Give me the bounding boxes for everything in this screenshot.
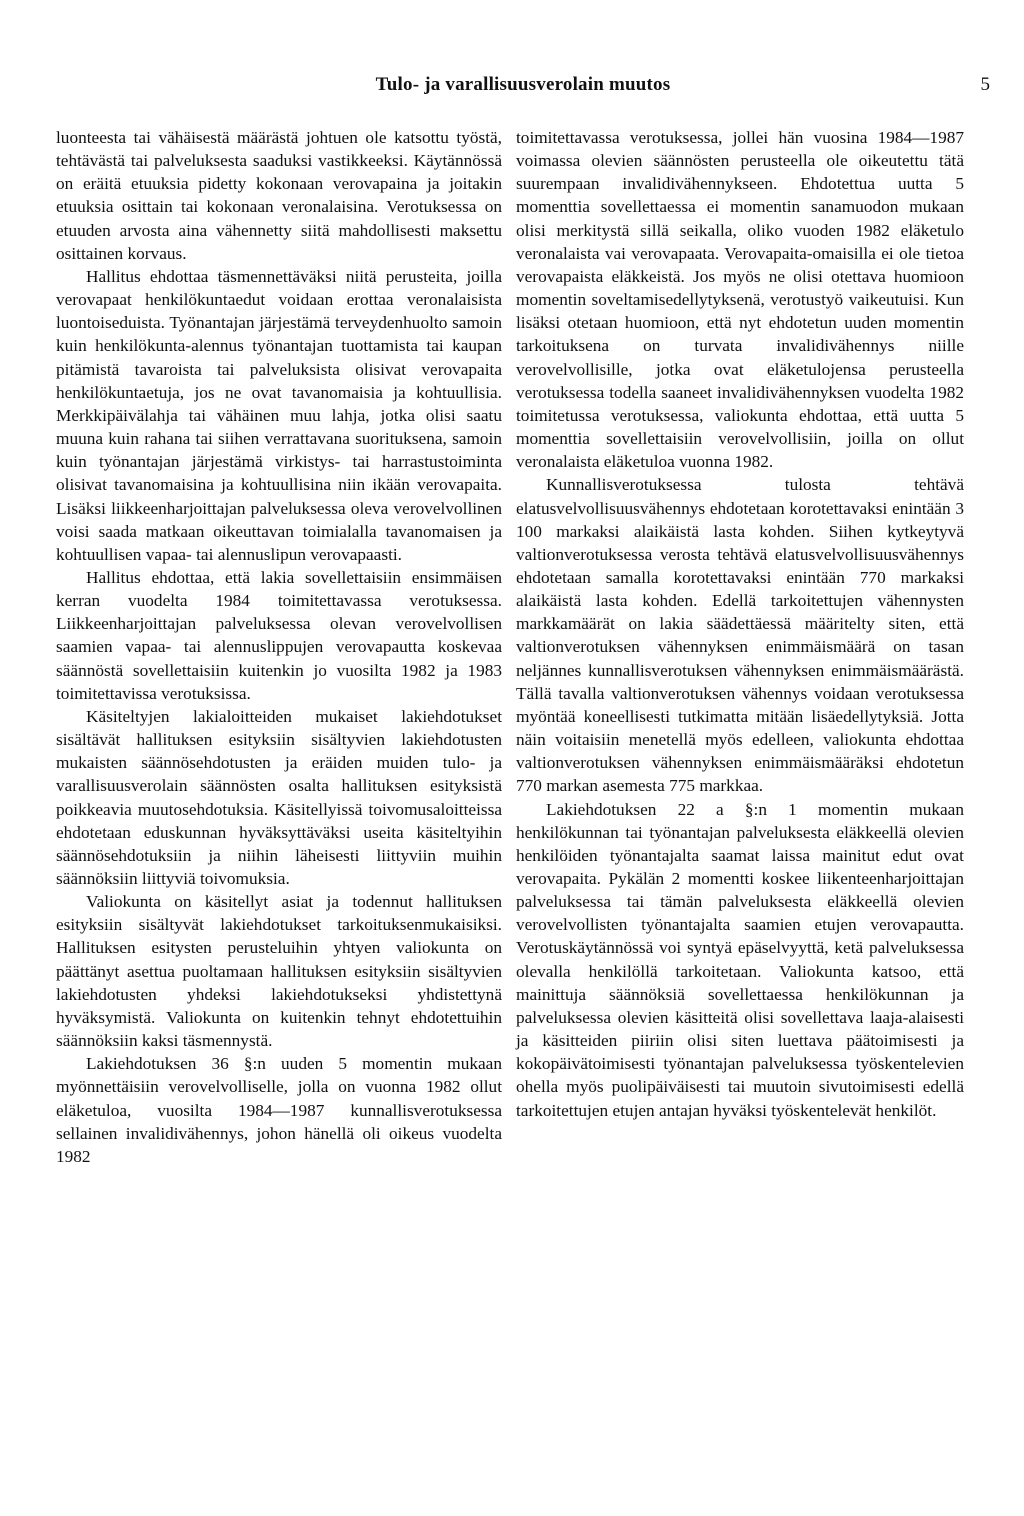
paragraph: toimitettavassa verotuksessa, jollei hän vuosina 1984—1987 voimassa olevien säännösten perusteella ole oikeutettu tätä suurempaan invalidivähennykseen. Ehdotettua uutta 5 momenttia sovellettaessa ei momentin sanamuodon mukaan olisi merkitystä sillä seikalla, oliko vuoden 1982 eläketulo veronalaista vai verovapaata. Verovapaita-omaisilla ei ole tietoa verovapaista eläkkeistä. Jos myös ne olisi otettava huomioon momentin soveltamisedellytyksenä, verotustyö vaikeutuisi. Kun lisäksi otetaan huomioon, että nyt ehdotetun uuden momentin tarkoituksena on turvata invalidivähennys niille verovelvollisille, jotka ovat eläketulojensa perusteella verotuksessa todella saaneet invalidivähennyksen vuodelta 1982 toimitetussa verotuksessa, valiokunta ehdottaa, että uutta 5 momenttia sovellettaisiin verovelvollisiin, joilla on ollut veronalaista eläketuloa vuonna 1982. <box>516 128 964 472</box>
paragraph: luonteesta tai vähäisestä määrästä johtuen ole katsottu työstä, tehtävästä tai palveluksesta saaduksi vastikkeeksi. Käytännössä on eräitä etuuksia pidetty kokonaan verovapaina ja joitakin etuuksia osittain tai kokonaan veronalaisina. Verotuksessa on etuuden arvosta aina vähennetty siitä mahdollisesti maksettu osittainen korvaus. <box>56 128 502 263</box>
page-number: 5 <box>980 74 990 95</box>
right-column <box>516 126 964 1122</box>
left-column <box>56 126 502 1168</box>
running-header <box>56 70 990 100</box>
paragraph: Kunnallisverotuksessa tulosta tehtävä elatusvelvollisuusvähennys ehdotetaan korotettavaksi enintään 3 100 markaksi alaikäistä lasta kohden. Siihen kytkeytyvä valtionverotuksessa verosta tehtävä elatusvelvollisuusvähennys ehdotetaan samalla korotettavaksi enintään 770 markaksi alaikäistä lasta kohden. Edellä tarkoitettujen vähennysten markkamäärät on lakia säädettäessä määritelty siten, että valtionverotuksen vähennyksen enimmäismäärä on tasan neljännes kunnallisverotuksen vähennyksen enimmäismäärästä. Tällä tavalla valtionverotuksen vähennys voidaan verotuksessa myöntää koneellisesti tutkimatta mitään lisäedellytyksiä. Jotta näin voitaisiin menetellä myös edelleen, valiokunta ehdottaa valtionverotuksen vähennyksen enimmäismääräksi ehdotetun 770 markan asemesta 775 markkaa. <box>516 475 964 796</box>
paragraph: Lakiehdotuksen 36 §:n uuden 5 momentin mukaan myönnettäisiin verovelvolliselle, jolla on vuonna 1982 ollut eläketuloa, vuosilta 1984—1987 kunnallisverotuksessa sellainen invalidivähennys, johon hänellä oli oikeus vuodelta 1982 <box>56 1054 502 1166</box>
paragraph: Hallitus ehdottaa täsmennettäväksi niitä perusteita, joilla verovapaat henkilökuntaedut voidaan erottaa veronalaisista luontoiseduista. Työnantajan järjestämä terveydenhuolto samoin kuin henkilökunta-alennus työnantajan tuottamista tai kaupan pitämistä tavaroista tai palveluksista olisivat verovapaita henkilökuntaetuja, jos ne ovat tavanomaisia ja kohtuullisia. Merkkipäivälahja tai vähäinen muu lahja, jotka olisi saatu muuna kuin rahana tai siihen verrattavana suorituksena, samoin kuin työnantajan järjestämä virkistys- tai harrastustoiminta olisivat tavanomaisina ja kohtuullisina niin ikään verovapaita. Lisäksi liikkeenharjoittajan palveluksessa oleva verovelvollinen voisi saada matkaan oikeuttavan toimialalla tavanomaisen ja kohtuullisen vapaa- tai alennuslipun verovapaasti. <box>56 266 502 564</box>
paragraph: Käsiteltyjen lakialoitteiden mukaiset lakiehdotukset sisältävät hallituksen esityksiin sisältyvien lakiehdotusten mukaisten säännösehdotusten ja eräiden muiden tulo- ja varallisuusverolain säännösten osalta hallituksen esityksistä poikkeavia muutosehdotuksia. Käsitellyissä toivomusaloitteissa ehdotetaan eduskunnan hyväksyttäväksi useita käsiteltyihin säännösehdotuksiin ja niihin läheisesti liittyviin muihin säännöksiin liittyviä toivomuksia. <box>56 706 502 888</box>
paragraph: Hallitus ehdottaa, että lakia sovellettaisiin ensimmäisen kerran vuodelta 1984 toimitettavassa verotuksessa. Liikkeenharjoittajan palveluksessa olevan verovelvollisen saamien vapaa- tai alennuslippujen verovapautta koskevaa säännöstä sovellettaisiin kuitenkin jo vuosilta 1982 ja 1983 toimitettavissa verotuksissa. <box>56 567 502 703</box>
paragraph: Valiokunta on käsitellyt asiat ja todennut hallituksen esityksiin sisältyvät lakiehdotukset tarkoituksenmukaisiksi. Hallituksen esitysten perusteluihin yhtyen valiokunta on päättänyt asettua puoltamaan hallituksen esityksiin sisältyvien lakiehdotusten yhdeksi lakiehdotukseksi yhdistettynä hyväksymistä. Valiokunta on kuitenkin tehnyt ehdotettuihin säännöksiin kaksi täsmennystä. <box>56 892 502 1051</box>
running-title: Tulo- ja varallisuusverolain muutos <box>375 74 671 95</box>
paragraph: Lakiehdotuksen 22 a §:n 1 momentin mukaan henkilökunnan tai työnantajan palveluksesta eläkkeellä olevien henkilöiden työnantajalta saamat laissa mainitut edut ovat verovapaita. Pykälän 2 momentti koskee liikenteenharjoittajan palveluksessa tai tämän palveluksesta eläkkeellä olevien verovelvollisten työnantajalta saamien etujen verovapautta. Verotuskäytännössä voi syntyä epäselvyyttä, ketä palveluksessa olevalla henkilöllä tarkoitetaan. Valiokunta katsoo, että mainittuja säännöksiä sovellettaessa henkilökunnan ja palveluksessa olevien käsitteitä olisi sovellettava laaja-alaisesti ja käsitteiden piiriin olisi siten luettava päätoimisesti ja kokopäivätoimisesti työnantajan palveluksessa työskentelevien ohella myös puolipäiväisesti tai muutoin sivutoimisesti edellä tarkoitettujen etujen antajan hyväksi työskentelevät henkilöt. <box>516 799 964 1120</box>
